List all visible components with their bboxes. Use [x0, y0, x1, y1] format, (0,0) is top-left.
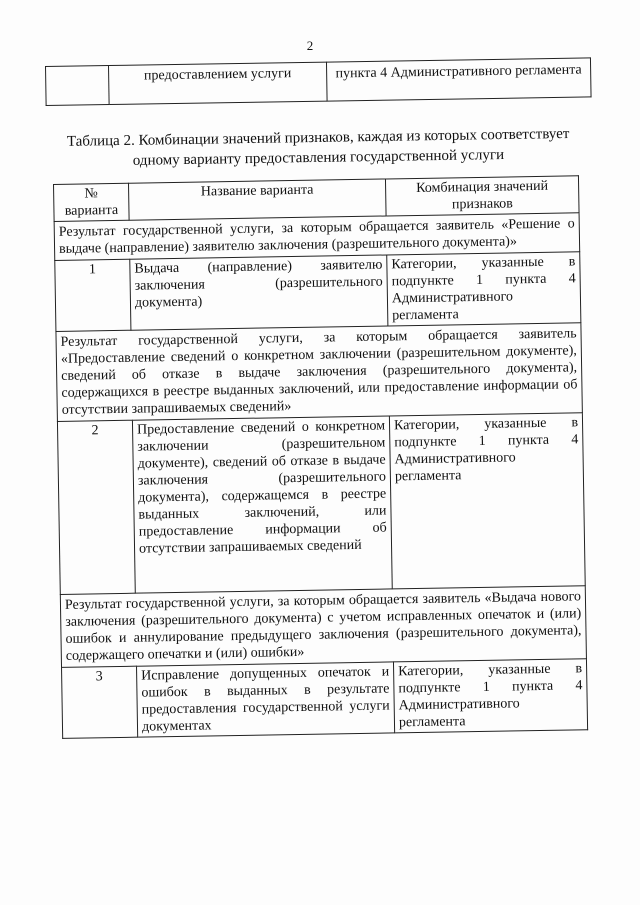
result-text: Результат государственной услуги, за которым обращается заявитель «Предоставление сведений о конкретном заключении (разрешительном документе), сведений об отказе в выдаче заключения (разрешительного документа), содержащихся в реестре выданных заключений, или предоставление информации об отсутствии запрашиваемых сведений»: [56, 323, 582, 422]
header-combination: Комбинация значений признаков: [385, 176, 579, 216]
table-cell: предоставлением услуги: [109, 62, 328, 104]
result-text: Результат государственной услуги, за которым обращается заявитель «Выдача нового заключения (разрешительного документа) с учетом исправленных опечаток и (или) ошибок и аннулирование предыдущего заключения (разрешительного документа), содержащего опечатки и (или) ошибки»: [60, 586, 586, 668]
variant-number: 3: [62, 666, 138, 738]
table-row: [62, 659, 588, 739]
variant-combination: Категории, указанные в подпункте 1 пункта 4 Административного регламента: [387, 252, 581, 326]
table-row: [46, 58, 592, 106]
header-number: № варианта: [54, 183, 130, 221]
variant-name: Предоставление сведений о конкретном заключении (разрешительном документе), сведений об отказе в выдаче заключения (разрешительного документа), содержащемся в реестре выданных заключений, или предоставление информации об отсутствии запрашиваемых сведений: [132, 416, 392, 593]
continued-table: [45, 57, 592, 106]
variant-number: 2: [57, 420, 135, 594]
header-name: Название варианта: [128, 179, 386, 220]
table-cell-empty: [46, 66, 110, 106]
page-number: 2: [306, 38, 314, 53]
variant-combination: Категории, указанные в подпункте 1 пункта 4 Административного регламента: [393, 659, 587, 733]
variant-number: 1: [55, 259, 131, 331]
section-result-row: [56, 323, 582, 422]
result-text: Результат государственной услуги, за которым обращается заявитель «Решение о выдаче (направление) заявителю заключения (разрешительного документа)»: [54, 213, 580, 261]
variant-name: Выдача (направление) заявителю заключения (разрешительного документа): [130, 255, 388, 330]
variant-name: Исправление допущенных опечаток и ошибок в выданных в результате предоставления государственной услуги документах: [137, 662, 395, 737]
section-result-row: [60, 586, 586, 668]
table-cell: пункта 4 Административного регламента: [326, 58, 591, 101]
variant-combination: Категории, указанные в подпункте 1 пункта 4 Административного регламента: [389, 413, 585, 589]
table-row: [55, 252, 581, 332]
table-row: [57, 413, 585, 595]
table-caption: Таблица 2. Комбинации значений признаков, каждая из которых соответствует одному варианту предоставления государственной услуги: [66, 125, 570, 169]
variants-table: [53, 175, 588, 739]
